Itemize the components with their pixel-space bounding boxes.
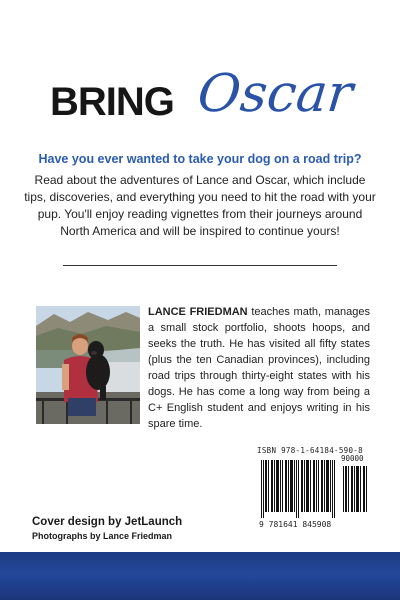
title-oscar: Oscar	[194, 64, 356, 124]
barcode-digits: 9 781641 845908	[259, 520, 332, 529]
author-bio-text: teaches math, manages a small stock portfolio, shoots hoops, and seeks the truth. He has visited all fifty states (plus the ten Canadian provinces), including road trips through thirty-eight states with his dogs. He has come a long way from being a C+ English student and enjoys writing in his spare time.	[148, 306, 370, 430]
photo-credit: Photographs by Lance Friedman	[32, 531, 173, 541]
price-code: 90000	[341, 454, 364, 463]
title-bring: BRING	[50, 80, 174, 124]
bottom-color-band	[0, 552, 400, 600]
author-name: LANCE FRIEDMAN	[148, 306, 248, 318]
section-divider	[63, 265, 337, 266]
isbn-number: ISBN 978-1-64184-590-8	[257, 446, 363, 455]
barcode-bars	[261, 460, 339, 518]
author-photo	[36, 306, 140, 424]
author-bio	[148, 304, 370, 432]
cover-design-credit: Cover design by JetLaunch	[32, 516, 183, 528]
tagline-question: Have you ever wanted to take your dog on a road trip?	[38, 152, 362, 166]
book-title	[0, 64, 400, 134]
intro-paragraph: Read about the adventures of Lance and Oscar, which include tips, discoveries, and everything you need to hit the road with your pup. You'll enjoy reading vignettes from their journeys around North America and will be inspired to continue yours!	[24, 173, 376, 238]
price-barcode-bars	[343, 466, 369, 512]
isbn-barcode	[255, 446, 375, 534]
